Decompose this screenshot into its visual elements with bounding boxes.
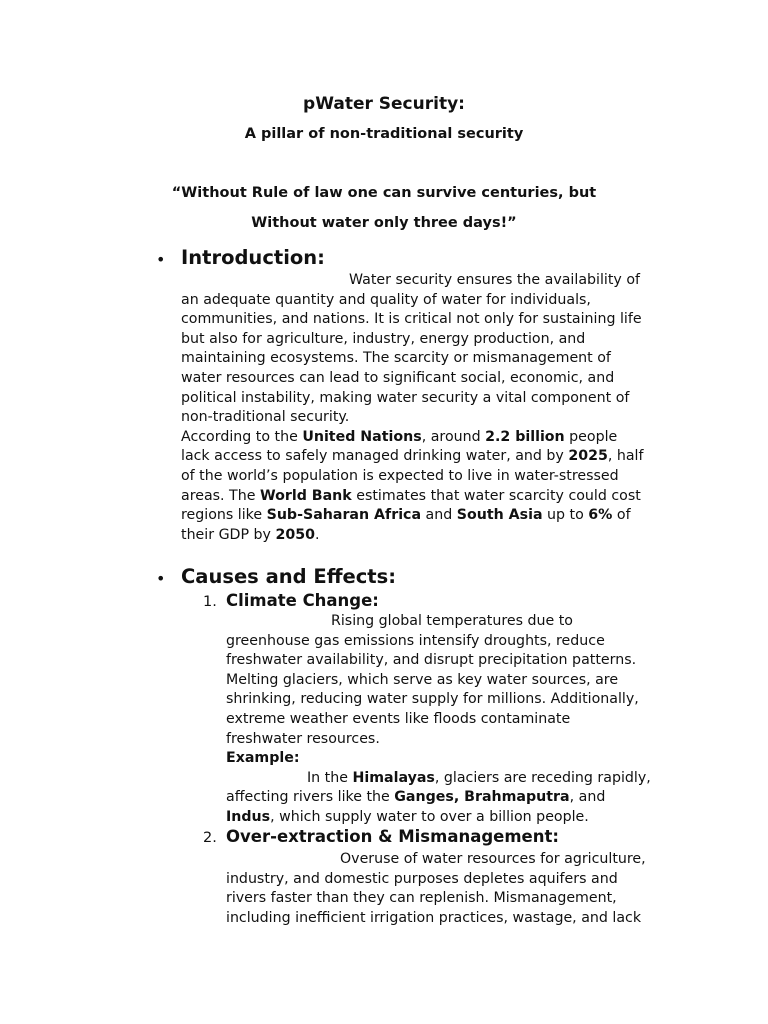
emphasis: Himalayas bbox=[352, 769, 435, 786]
causes-heading: Causes and Effects: bbox=[181, 565, 396, 588]
text-line: industry, and domestic purposes depletes aquifers and bbox=[226, 870, 618, 887]
emphasis: 6% bbox=[588, 507, 613, 524]
text-line: Rising global temperatures due to bbox=[331, 613, 573, 629]
example-label: Example: bbox=[226, 750, 300, 767]
quote-line-1: “Without Rule of law one can survive centuries, but bbox=[171, 185, 597, 201]
text-line: freshwater availability, and disrupt precipitation patterns. bbox=[226, 652, 637, 669]
list-number: 1. bbox=[203, 594, 217, 610]
text-line: Melting glaciers, which serve as key water sources, are bbox=[226, 671, 619, 688]
page-subtitle: A pillar of non-traditional security bbox=[244, 126, 524, 142]
text-line: their GDP by 2050. bbox=[181, 526, 320, 543]
text-line: political instability, making water security a vital component of bbox=[181, 389, 630, 406]
text-line: communities, and nations. It is critical not only for sustaining life bbox=[181, 311, 642, 328]
bullet-icon: • bbox=[156, 569, 166, 588]
text-line: including inefficient irrigation practices, wastage, and lack bbox=[226, 909, 642, 926]
text-line: Overuse of water resources for agriculture, bbox=[340, 851, 646, 867]
introduction-paragraph bbox=[181, 271, 681, 545]
text-line: affecting rivers like the Ganges, Brahmaputra, and bbox=[226, 789, 606, 806]
bullet-icon: • bbox=[156, 250, 166, 269]
introduction-heading: Introduction: bbox=[181, 246, 325, 269]
text-line: freshwater resources. bbox=[226, 730, 380, 747]
emphasis: Indus bbox=[226, 808, 271, 825]
text-line: but also for agriculture, industry, energy production, and bbox=[181, 330, 586, 347]
text-line: regions like Sub-Saharan Africa and South Asia up to 6% of bbox=[181, 507, 631, 524]
emphasis: World Bank bbox=[259, 487, 352, 504]
text-line: In the Himalayas, glaciers are receding rapidly, bbox=[307, 769, 651, 786]
text-line: water resources can lead to significant social, economic, and bbox=[181, 369, 615, 386]
list-number: 2. bbox=[203, 830, 217, 846]
text-line: rivers faster than they can replenish. Mismanagement, bbox=[226, 890, 617, 907]
emphasis: 2050 bbox=[275, 526, 315, 543]
text-line: According to the United Nations, around 2.2 billion people bbox=[181, 428, 618, 445]
climate-change-paragraph bbox=[226, 612, 686, 828]
text-line: lack access to safely managed drinking water, and by 2025, half bbox=[181, 448, 644, 465]
emphasis: Sub-Saharan Africa bbox=[266, 507, 422, 524]
page-title: pWater Security: bbox=[303, 94, 465, 114]
emphasis: Ganges, Brahmaputra bbox=[394, 789, 570, 806]
emphasis: 2025 bbox=[568, 448, 608, 465]
climate-change-heading: Climate Change: bbox=[226, 591, 379, 610]
text-line: of the world’s population is expected to live in water-stressed bbox=[181, 467, 619, 484]
text-line: an adequate quantity and quality of water for individuals, bbox=[181, 291, 591, 308]
text-line: extreme weather events like floods contaminate bbox=[226, 710, 571, 727]
emphasis: 2.2 billion bbox=[485, 428, 565, 445]
over-extraction-paragraph bbox=[226, 850, 686, 928]
text-line: non-traditional security. bbox=[181, 409, 350, 426]
emphasis: United Nations bbox=[302, 428, 422, 445]
over-extraction-heading: Over-extraction & Mismanagement: bbox=[226, 827, 559, 846]
text-line: Indus, which supply water to over a billion people. bbox=[226, 808, 589, 825]
quote-line-2: Without water only three days!” bbox=[251, 215, 517, 231]
text-line: maintaining ecosystems. The scarcity or mismanagement of bbox=[181, 350, 611, 367]
text-line: greenhouse gas emissions intensify droughts, reduce bbox=[226, 632, 605, 649]
text-line: areas. The World Bank estimates that water scarcity could cost bbox=[181, 487, 641, 504]
emphasis: South Asia bbox=[456, 507, 543, 524]
text-line: shrinking, reducing water supply for millions. Additionally, bbox=[226, 691, 639, 708]
text-line: Water security ensures the availability of bbox=[349, 272, 640, 288]
